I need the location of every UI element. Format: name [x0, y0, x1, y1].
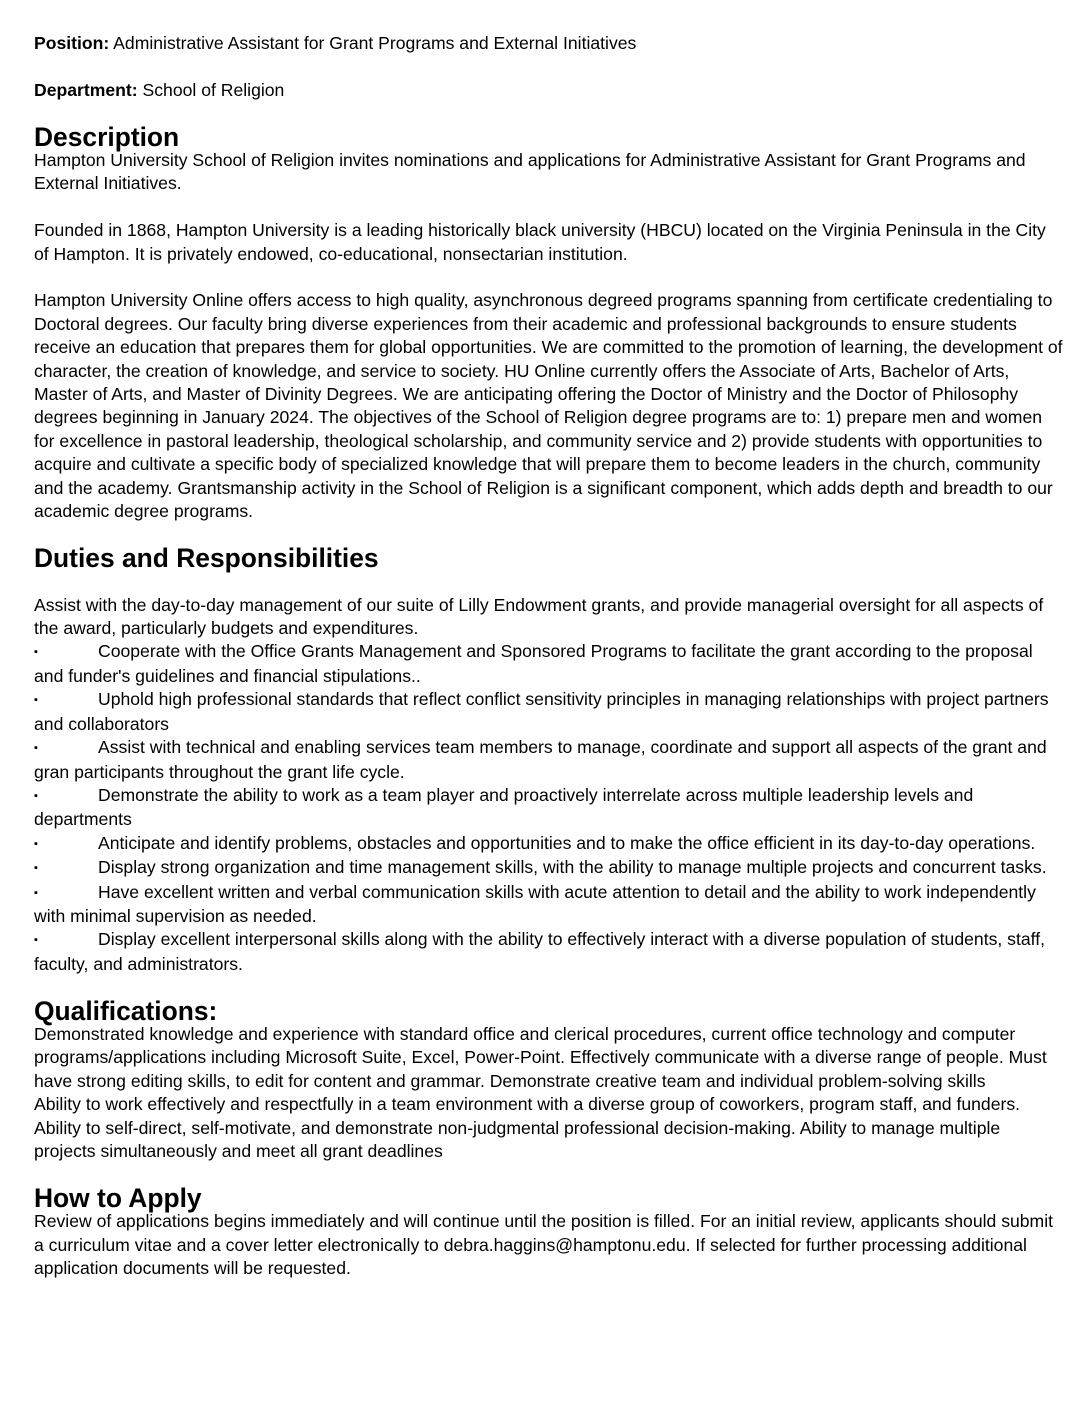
- duty-text: Uphold high professional standards that reflect conflict sensitivity principles in managing relationships with project partners and collaborators: [34, 689, 1049, 734]
- spacer: [34, 55, 1064, 78]
- duty-item: [34, 784, 1064, 832]
- bullet-square-icon: ▪: [34, 862, 38, 875]
- bullet-square-icon: ▪: [34, 837, 38, 850]
- duty-text: Cooperate with the Office Grants Management and Sponsored Programs to facilitate the grant according to the proposal and funder's guidelines and financial stipulations..: [34, 641, 1033, 686]
- duty-text: Assist with technical and enabling services team members to manage, coordinate and support all aspects of the grant and gran participants throughout the grant life cycle.: [34, 737, 1047, 782]
- position-value: Administrative Assistant for Grant Programs and External Initiatives: [109, 33, 637, 53]
- qualifications-paragraph: Ability to work effectively and respectfully in a team environment with a diverse group of coworkers, program staff, and funders. Ability to self-direct, self-motivate, and demonstrate non-judgmental professional decision-making. Ability to manage multiple projects simultaneously and meet all grant deadlines: [34, 1094, 1021, 1161]
- duty-item: [34, 856, 1064, 880]
- bullet-square-icon: ▪: [34, 694, 38, 707]
- duty-text: Have excellent written and verbal communication skills with acute attention to detail and the ability to work independently with minimal supervision as needed.: [34, 881, 1036, 926]
- duties-intro: Assist with the day-to-day management of our suite of Lilly Endowment grants, and provide managerial oversight for all aspects of the award, particularly budgets and expenditures.: [34, 594, 1044, 639]
- duty-text: Demonstrate the ability to work as a team player and proactively interrelate across multiple leadership levels and departments: [34, 784, 974, 830]
- duties-section: [34, 542, 1064, 976]
- description-paragraph: Hampton University Online offers access to high quality, asynchronous degreed programs spanning from certificate credentialing to Doctoral degrees. Our faculty bring diverse experiences from their academic and professional backgrounds to ensure students receive an education that prepares them for global opportunities. We are committed to the promotion of learning, the development of character, the creation of knowledge, and service to society. HU Online currently offers the Associate of Arts, Bachelor of Arts, Master of Arts, and Master of Divinity Degrees. We are anticipating offering the Doctor of Ministry and the Doctor of Philosophy degrees beginning in January 2024. The objectives of the School of Religion degree programs are to: 1) prepare men and women for excellence in pastoral leadership, theological scholarship, and community service and 2) provide students with opportunities to acquire and cultivate a specific body of specialized knowledge that will prepare them to become leaders in the church, community and the academy. Grantsmanship activity in the School of Religion is a significant component, which adds depth and breadth to our academic degree programs.: [34, 290, 1063, 522]
- bullet-square-icon: ▪: [34, 742, 38, 755]
- position-line: [34, 32, 1064, 55]
- description-paragraph: Hampton University School of Religion invites nominations and applications for Administrative Assistant for Grant Programs and External Initiatives.: [34, 150, 1026, 194]
- duty-item: [34, 928, 1064, 976]
- bullet-square-icon: ▪: [34, 886, 38, 899]
- spacer: [34, 570, 1064, 593]
- contact-email[interactable]: debra.haggins@hamptonu.edu: [443, 1234, 686, 1255]
- qualifications-heading: Qualifications:: [34, 995, 218, 1026]
- description-section: [34, 121, 1064, 524]
- position-label: Position:: [34, 33, 110, 53]
- duty-item: [34, 832, 1064, 856]
- department-label: Department:: [34, 79, 138, 100]
- apply-text: Review of applications begins immediately and will continue until the position is filled. For an initial review, applicants should submit a curriculum vitae and a cover letter electronically to: [34, 1211, 1054, 1255]
- duties-list: [34, 640, 1064, 976]
- description-paragraph: Founded in 1868, Hampton University is a leading historically black university (HBCU) located on the Virginia Peninsula in the City of Hampton. It is privately endowed, co-educational, nonsectarian institution.: [34, 220, 1046, 264]
- duty-item: [34, 640, 1064, 688]
- spacer: [34, 196, 1064, 219]
- how-to-apply-section: [34, 1182, 1064, 1281]
- department-line: [34, 79, 1064, 102]
- qualifications-section: [34, 995, 1064, 1164]
- apply-text: . If selected for further processing additional application documents will be requested.: [34, 1234, 1027, 1278]
- duty-text: Display strong organization and time management skills, with the ability to manage multiple projects and concurrent tasks.: [98, 857, 1047, 878]
- duty-item: [34, 881, 1064, 929]
- department-value: School of Religion: [137, 79, 285, 100]
- duty-text: Display excellent interpersonal skills along with the ability to effectively interact with a diverse population of students, staff, faculty, and administrators.: [34, 929, 1045, 974]
- how-to-apply-heading: How to Apply: [34, 1182, 202, 1213]
- how-to-apply-paragraph: [34, 1210, 1064, 1280]
- bullet-square-icon: ▪: [34, 646, 38, 659]
- description-heading: Description: [34, 121, 180, 152]
- job-posting-document: [34, 32, 1064, 1280]
- bullet-square-icon: ▪: [34, 934, 38, 947]
- duty-item: [34, 736, 1064, 784]
- qualifications-paragraph: Demonstrated knowledge and experience with standard office and clerical procedures, current office technology and computer programs/applications including Microsoft Suite, Excel, Power-Point. Effectively communicate with a diverse range of people. Must have strong editing skills, to edit for content and grammar. Demonstrate creative team and individual problem-solving skills: [34, 1023, 1047, 1091]
- spacer: [34, 102, 1064, 125]
- duties-heading: Duties and Responsibilities: [34, 542, 379, 573]
- duty-text: Anticipate and identify problems, obstacles and opportunities and to make the office efficient in its day-to-day operations.: [98, 832, 1036, 853]
- spacer: [34, 266, 1064, 289]
- duty-item: [34, 688, 1064, 736]
- bullet-square-icon: ▪: [34, 789, 38, 802]
